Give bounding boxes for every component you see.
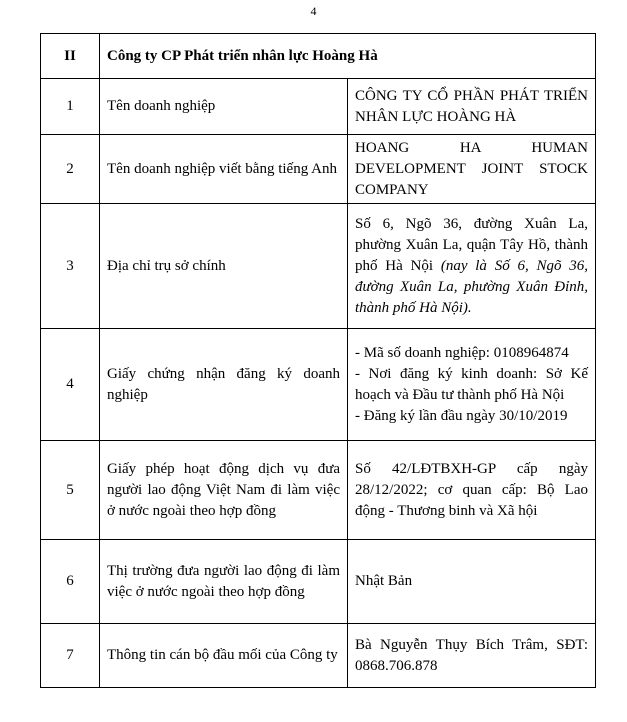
- row-value: Nhật Bản: [348, 540, 596, 624]
- row-label: Tên doanh nghiệp: [100, 79, 348, 135]
- address-note: (nay là Số 6, Ngõ 36, đường Xuân La, phường Xuân Đỉnh, thành phố Hà Nội).: [355, 257, 589, 316]
- row-number: 4: [41, 329, 100, 441]
- row-value: [348, 329, 596, 441]
- value-line: CÔNG TY CỔ PHẦN PHÁT TRIỂN: [355, 87, 588, 104]
- value-line: - Mã số doanh nghiệp: 0108964874: [355, 344, 569, 361]
- row-number: 5: [41, 441, 100, 540]
- table-row: [41, 79, 596, 135]
- value-line: HOANG HA HUMAN: [355, 139, 588, 156]
- value-line: DEVELOPMENT JOINT STOCK: [355, 160, 588, 177]
- section-title: Công ty CP Phát triển nhân lực Hoàng Hà: [100, 34, 596, 79]
- value-line: - Nơi đăng ký kinh doanh: Sở Kế hoạch và Đầu tư thành phố Hà Nội: [355, 365, 588, 403]
- value-line: COMPANY: [355, 181, 429, 198]
- row-number: 7: [41, 624, 100, 688]
- row-label: Địa chỉ trụ sở chính: [100, 204, 348, 329]
- row-value: [348, 204, 596, 329]
- row-label: Giấy phép hoạt động dịch vụ đưa người lao động Việt Nam đi làm việc ở nước ngoài theo hợp đồng: [100, 441, 348, 540]
- row-number: 6: [41, 540, 100, 624]
- value-line: NHÂN LỰC HOÀNG HÀ: [355, 108, 517, 125]
- row-number: 3: [41, 204, 100, 329]
- section-header-row: [41, 34, 596, 79]
- row-label: Thị trường đưa người lao động đi làm việc ở nước ngoài theo hợp đồng: [100, 540, 348, 624]
- table-row: [41, 204, 596, 329]
- row-number: 1: [41, 79, 100, 135]
- table-row: [41, 329, 596, 441]
- value-line: - Đăng ký lần đầu ngày 30/10/2019: [355, 407, 568, 424]
- row-value: [348, 79, 596, 135]
- row-value: Số 42/LĐTBXH-GP cấp ngày 28/12/2022; cơ quan cấp: Bộ Lao động - Thương binh và Xã hội: [348, 441, 596, 540]
- table-row: [41, 135, 596, 204]
- page-number: 4: [310, 4, 317, 18]
- table-row: [41, 624, 596, 688]
- row-number: 2: [41, 135, 100, 204]
- row-label: Giấy chứng nhận đăng ký doanh nghiệp: [100, 329, 348, 441]
- row-value: Bà Nguyễn Thụy Bích Trâm, SĐT: 0868.706.878: [348, 624, 596, 688]
- company-info-table: [40, 33, 596, 688]
- row-label: Thông tin cán bộ đầu mối của Công ty: [100, 624, 348, 688]
- row-value: [348, 135, 596, 204]
- address-text: Số 6, Ngõ 36, đường Xuân La, phường Xuân La, quận Tây Hồ, thành phố Hà Nội: [355, 215, 588, 274]
- table-row: [41, 540, 596, 624]
- section-number: II: [41, 34, 100, 79]
- row-label: Tên doanh nghiệp viết bằng tiếng Anh: [100, 135, 348, 204]
- table-row: [41, 441, 596, 540]
